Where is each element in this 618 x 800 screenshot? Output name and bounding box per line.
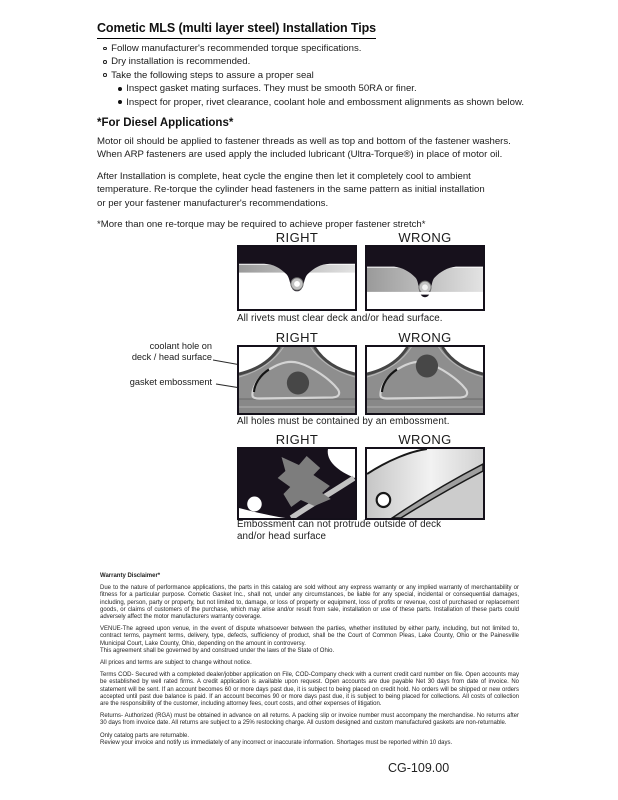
tip-text: Follow manufacturer's recommended torque specifications. (111, 43, 362, 54)
rivet-right-art (239, 247, 355, 309)
fig3-wrong-label: WRONG (398, 432, 452, 447)
fig2-caption: All holes must be contained by an embossment. (237, 416, 450, 427)
open-bullet-icon (103, 47, 107, 51)
coolant-hole-right-diagram (237, 345, 357, 415)
tip-text: Dry installation is recommended. (111, 56, 251, 68)
retorque-note: *More than one re-torque may be required to achieve proper fastener stretch* (97, 219, 426, 231)
paragraph-line: When ARP fasteners are used apply the included lubricant (Ultra-Torque®) in place of motor oil. (97, 149, 503, 161)
filled-bullet-icon (118, 100, 122, 104)
rivet-clearance-right-diagram (237, 245, 357, 311)
rivet-clearance-wrong-diagram (365, 245, 485, 311)
tip-text: Inspect for proper, rivet clearance, coolant hole and embossment alignments as shown below. (126, 96, 525, 108)
disclaimer-paragraph: This agreement shall be governed by and construed under the laws of the State of Ohio. (100, 647, 335, 654)
open-bullet-icon (103, 60, 107, 64)
list-item (103, 42, 567, 55)
tip-text: Take the following steps to assure a proper seal (111, 69, 314, 81)
paragraph-line: or per your fastener manufacturer's recommendations. (97, 197, 329, 209)
list-item (103, 55, 567, 68)
spacer (97, 162, 567, 170)
filled-bullet-icon (118, 87, 122, 91)
disclaimer-paragraph: Returns- Authorized (RGA) must be obtained in advance on all returns. A packing slip or invoice number must accompany the merchandise. No returns after 30 days from invoice date. All returns are subject to a 25% restocking charge. All custom designed and custom manufactured gaskets are non-returnable. (100, 713, 519, 727)
fig1-caption: All rivets must clear deck and/or head surface. (237, 313, 443, 324)
embossment-wrong-art (367, 449, 483, 518)
coolant-hole-wrong-diagram (365, 345, 485, 415)
callout-line: coolant hole on (149, 341, 212, 351)
list-item (118, 82, 567, 95)
warranty-disclaimer-section (100, 573, 519, 752)
tip-text: Inspect gasket mating surfaces. They must be smooth 50RA or finer. (126, 83, 417, 95)
disclaimer-paragraph: Due to the nature of performance applications, the parts in this catalog are sold without any express warranty or any implied warranty of merchantability or fitness for a particular purpose. Cometic Gasket Inc., shall not, under any circumstances, be liable for any special, incidental or consequential damages, including, person, party or property, but not limited to, damage, or loss of property or equipment, loss of profits or revenue, cost of purchased or replacement goods, or claims of customers of the purchase, which may arise and/or result from sale, installation or use of these parts. Installation of these parts could adversely affect the motor manufacturers warranty coverage. (100, 585, 519, 621)
fig3-caption (237, 519, 441, 543)
embossment-wrong-diagram (365, 447, 485, 520)
fig1-wrong-label: WRONG (398, 230, 452, 245)
embossment-right-art (239, 449, 355, 518)
page-number: CG-109.00 (388, 761, 450, 775)
disclaimer-paragraph: Review your invoice and notify us immediately of any incorrect or inaccurate information. Shortages must be reported within 10 days. (100, 739, 453, 746)
caption-line: and/or head surface (237, 531, 327, 542)
gasket-embossment-callout (104, 377, 212, 388)
paragraph-line: temperature. Re-torque the cylinder head fasteners in the same pattern as initial installation (97, 184, 485, 196)
coolant-right-art (239, 347, 355, 413)
coolant-wrong-art (367, 347, 483, 413)
diesel-applications-section (97, 117, 567, 231)
disclaimer-paragraph: All prices and terms are subject to change without notice. (100, 660, 252, 667)
caption-line: Embossment can not protrude outside of deck (237, 519, 442, 530)
callout-line: gasket embossment (129, 377, 212, 387)
diesel-heading: *For Diesel Applications* (97, 117, 234, 129)
embossment-right-diagram (237, 447, 357, 520)
list-item (118, 96, 567, 109)
fig1-right-label: RIGHT (275, 230, 319, 245)
fig2-right-label: RIGHT (275, 330, 319, 345)
open-bullet-icon (103, 73, 107, 77)
coolant-hole-callout (104, 341, 212, 363)
paragraph-line: After Installation is complete, heat cycle the engine then let it completely cool to ambient (97, 170, 471, 182)
fig3-right-label: RIGHT (275, 432, 319, 447)
list-item (103, 69, 567, 82)
page-title: Cometic MLS (multi layer steel) Installation Tips (97, 21, 376, 39)
installation-tips-list (97, 42, 567, 109)
rivet-wrong-art (367, 247, 483, 309)
disclaimer-paragraph: Only catalog parts are returnable. (100, 732, 190, 739)
disclaimer-paragraph: VENUE-The agreed upon venue, in the event of dispute whatsoever between the parties, whether instituted by either party, including, but not limited to, contract terms, payment terms, delivery, type, defects, sufficiency of product, shall be the Court of Common Pleas, Lake County, Ohio or the Painesville Municipal Court, Lake County, Ohio, depending on the amount in controversy. (100, 626, 519, 647)
disclaimer-heading: Warranty Disclaimer* (100, 573, 161, 579)
disclaimer-paragraph: Terms COD- Secured with a completed dealer/jobber application on File, COD-Company check with a current credit card number on file. Open accounts may be established by well rated firms. A credit application is available upon request. Open accounts are due payable Net 30 days from date of invoice. No statement will be sent. If an account becomes 60 or more days past due, it is subject to being placed on credit hold. No orders will be shipped or new orders accepted until past due balance is paid. If an account becomes 90 or more days past due, it is subject to being placed for collections. All costs of collection are the responsibility of the customer, including attorney fees, court costs, and other expenses of litigation. (100, 672, 519, 708)
callout-line: deck / head surface (131, 352, 212, 362)
spacer (97, 210, 567, 218)
fig2-wrong-label: WRONG (398, 330, 452, 345)
paragraph-line: Motor oil should be applied to fastener threads as well as top and bottom of the fastener washers. (97, 136, 511, 147)
